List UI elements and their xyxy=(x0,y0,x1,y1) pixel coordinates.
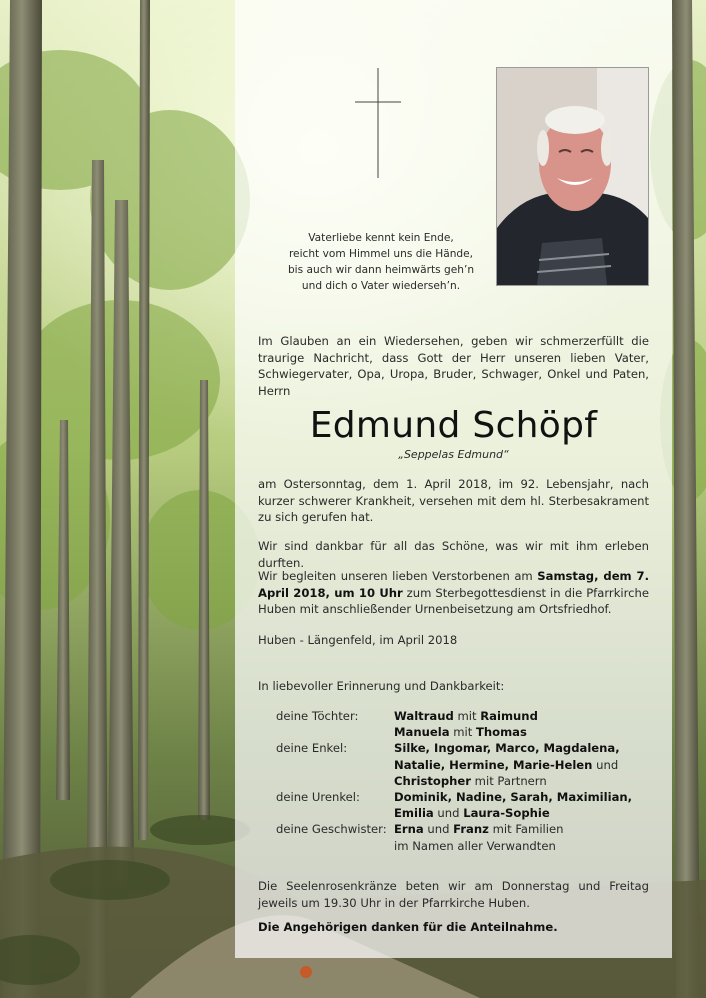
verse-line: reicht vom Himmel uns die Hände, xyxy=(288,248,474,260)
family-list xyxy=(276,708,666,854)
verse-line: und dich o Vater wiederseh’n. xyxy=(301,280,461,292)
verse-line: Vaterliebe kennt kein Ende, xyxy=(308,232,454,244)
thanks-line: Wir sind dankbar für all das Schöne, was wir mit ihm erleben durften. xyxy=(258,539,649,570)
name: Franz xyxy=(453,822,489,837)
place-date: Huben - Längenfeld, im April 2018 xyxy=(258,633,458,647)
rosary-notice: Die Seelenrosenkränze beten wir am Donnerstag und Freitag jeweils um 19.30 Uhr in der Pfarrkirche Huben. xyxy=(258,879,649,910)
funeral-date: Samstag, dem 7. April 2018, um 10 Uhr xyxy=(258,569,650,600)
cross-icon xyxy=(355,68,401,178)
publisher-footer xyxy=(300,966,600,980)
name: Waltraud xyxy=(394,709,454,723)
funeral-notice xyxy=(258,568,649,618)
name: Raimund xyxy=(480,709,538,723)
deceased-name: Edmund Schöpf xyxy=(309,405,598,446)
family-names xyxy=(394,740,666,789)
deceased-nickname: „Seppelas Edmund“ xyxy=(398,448,509,461)
publisher-logo-icon xyxy=(300,966,312,978)
verse-line: bis auch wir dann heimwärts geh’n xyxy=(287,264,475,276)
funeral-details: zum Sterbegottesdienst in die Pfarrkirche Huben mit anschließender Urnenbeisetzung am Ortsfriedhof. xyxy=(258,585,649,616)
intro-text: Im Glauben an ein Wiedersehen, geben wir schmerzerfüllt die traurige Nachricht, dass Gott der Herr unseren lieben Vater, Schwiegervater, Opa, Uropa, Bruder, Schwager, Onkel und Paten, Herrn xyxy=(258,334,649,398)
relatives-line: im Namen aller Verwandten xyxy=(394,838,556,853)
suffix: mit Familien xyxy=(488,822,564,837)
portrait-photo xyxy=(497,68,648,285)
family-label: deine Urenkel: xyxy=(276,790,360,805)
connector: mit xyxy=(453,709,481,723)
family-names xyxy=(394,708,666,724)
closing-text: Die Angehörigen danken für die Anteilnahme. xyxy=(258,920,558,934)
family-label: deine Töchter: xyxy=(276,709,359,723)
name: Christopher xyxy=(394,773,471,788)
family-row xyxy=(276,821,666,837)
connector: und xyxy=(423,822,454,837)
family-names xyxy=(394,821,666,837)
names: Dominik, Nadine, Sarah, Maximilian, Emilia xyxy=(394,790,633,821)
death-notice: am Ostersonntag, dem 1. April 2018, im 92. Lebensjahr, nach kurzer schwerer Krankheit, versehen mit dem hl. Sterbesakrament zu sich gerufen hat. xyxy=(258,477,649,524)
funeral-intro: Wir begleiten unseren lieben Verstorbenen am xyxy=(258,569,538,583)
family-label xyxy=(276,724,394,740)
connector: und xyxy=(433,806,464,821)
family-names xyxy=(394,724,666,740)
name: Laura-Sophie xyxy=(463,806,550,821)
family-row xyxy=(276,724,666,740)
family-label: deine Geschwister: xyxy=(276,822,387,837)
family-row xyxy=(276,838,666,854)
family-names xyxy=(394,789,666,821)
memorial-verse xyxy=(276,230,486,294)
connector: und xyxy=(592,757,619,772)
suffix: mit Partnern xyxy=(471,773,547,788)
closing-thanks xyxy=(258,920,558,934)
family-label: deine Enkel: xyxy=(276,741,348,756)
family-row xyxy=(276,789,666,821)
connector: mit xyxy=(449,725,476,740)
family-row xyxy=(276,708,666,724)
name: Thomas xyxy=(475,725,527,740)
name: Manuela xyxy=(394,725,450,740)
remembrance-line: In liebevoller Erinnerung und Dankbarkeit: xyxy=(258,679,505,693)
names: Silke, Ingomar, Marco, Magdalena, Natalie, Hermine, Marie-Helen xyxy=(394,741,620,772)
family-label xyxy=(276,838,394,854)
name: Erna xyxy=(394,822,424,837)
family-row xyxy=(276,740,666,789)
